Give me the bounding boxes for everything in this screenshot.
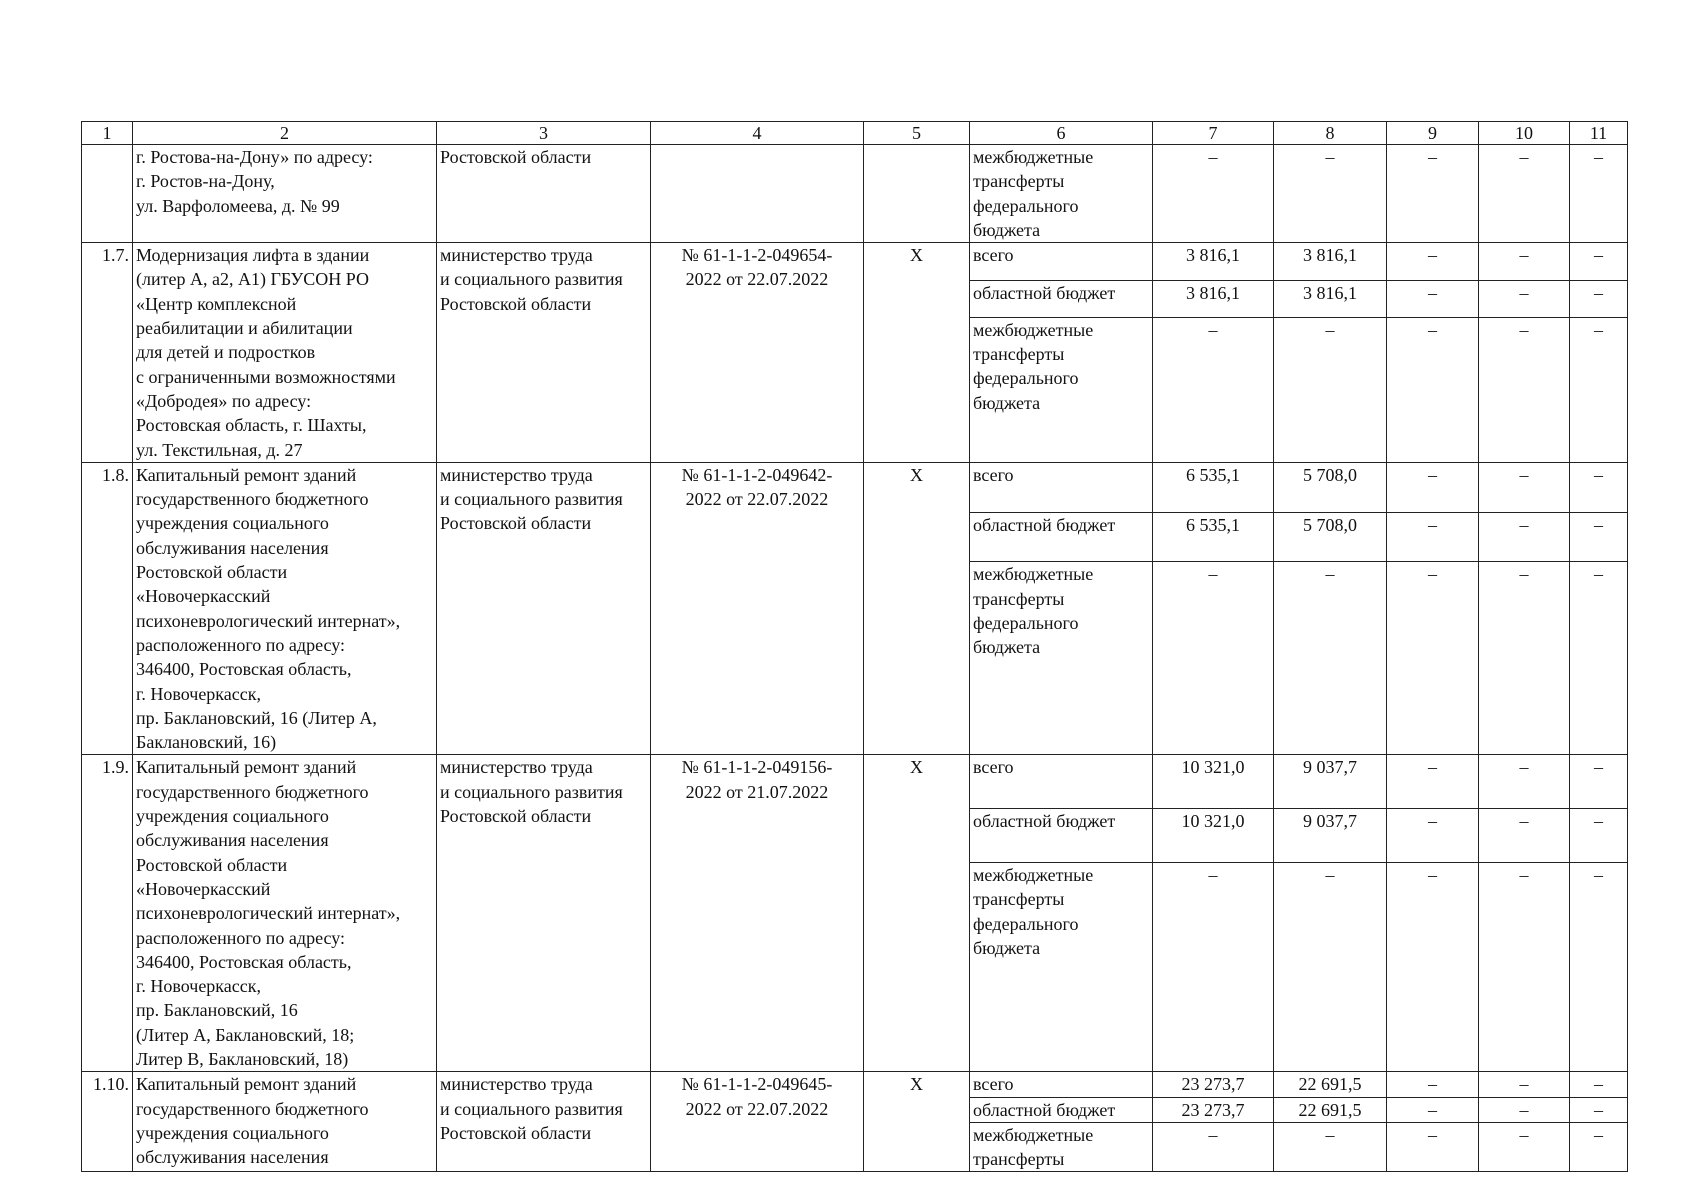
expertise-conclusion-cell: № 61-1-1-2-049156- 2022 от 21.07.2022 [651, 755, 864, 1072]
value-cell-8: 3 816,1 [1274, 280, 1387, 317]
value-cell-11: – [1570, 1072, 1628, 1097]
value-cell-7: – [1153, 1122, 1274, 1172]
value-cell-8: – [1274, 145, 1387, 243]
value-cell-9: – [1387, 863, 1479, 1072]
value-cell-10: – [1479, 809, 1570, 863]
value-cell-8: 9 037,7 [1274, 809, 1387, 863]
value-cell-11: – [1570, 280, 1628, 317]
table-row [82, 462, 1628, 512]
object-name-cell: Капитальный ремонт зданий государственного бюджетного учреждения социального обслуживания населения Ростовской области «Новочеркасский психоневрологический интернат», расположенного по адресу: 346400, Ростовская область, г. Новочеркасск, пр. Баклановский, 16 (Литер А, Баклановский, 18; Литер В, Баклановский, 18) [133, 755, 437, 1072]
object-name-cell: г. Ростова-на-Дону» по адресу: г. Ростов-на-Дону, ул. Варфоломеева, д. № 99 [133, 145, 437, 243]
row-number-cell: 1.8. [82, 462, 133, 755]
header-cell-11: 11 [1570, 122, 1628, 145]
value-cell-10: – [1479, 863, 1570, 1072]
funding-source-cell: областной бюджет [970, 280, 1153, 317]
value-cell-10: – [1479, 462, 1570, 512]
funding-source-cell: межбюджетные трансферты федерального бюджета [970, 863, 1153, 1072]
row-number-cell: 1.7. [82, 243, 133, 463]
value-cell-9: – [1387, 562, 1479, 755]
table-row [82, 755, 1628, 809]
value-cell-8: – [1274, 863, 1387, 1072]
value-cell-8: 5 708,0 [1274, 462, 1387, 512]
funding-source-cell: всего [970, 1072, 1153, 1097]
expertise-conclusion-cell: № 61-1-1-2-049654- 2022 от 22.07.2022 [651, 243, 864, 463]
value-cell-9: – [1387, 462, 1479, 512]
value-cell-10: – [1479, 755, 1570, 809]
expertise-conclusion-cell [651, 145, 864, 243]
value-cell-11: – [1570, 1122, 1628, 1172]
value-cell-10: – [1479, 317, 1570, 462]
table-row [82, 145, 1628, 243]
value-cell-9: – [1387, 1097, 1479, 1122]
mark-cell: Х [864, 243, 970, 463]
row-number-cell [82, 145, 133, 243]
expertise-conclusion-cell: № 61-1-1-2-049642- 2022 от 22.07.2022 [651, 462, 864, 755]
mark-cell: Х [864, 1072, 970, 1172]
value-cell-7: 6 535,1 [1153, 462, 1274, 512]
header-cell-5: 5 [864, 122, 970, 145]
value-cell-9: – [1387, 243, 1479, 280]
value-cell-10: – [1479, 243, 1570, 280]
funding-source-cell: межбюджетные трансферты [970, 1122, 1153, 1172]
value-cell-7: 23 273,7 [1153, 1072, 1274, 1097]
value-cell-8: – [1274, 562, 1387, 755]
header-cell-1: 1 [82, 122, 133, 145]
value-cell-8: – [1274, 1122, 1387, 1172]
value-cell-7: 3 816,1 [1153, 243, 1274, 280]
header-cell-4: 4 [651, 122, 864, 145]
value-cell-11: – [1570, 755, 1628, 809]
value-cell-9: – [1387, 280, 1479, 317]
header-cell-7: 7 [1153, 122, 1274, 145]
value-cell-7: 23 273,7 [1153, 1097, 1274, 1122]
value-cell-8: – [1274, 317, 1387, 462]
value-cell-9: – [1387, 145, 1479, 243]
executor-cell: министерство труда и социального развития Ростовской области [437, 1072, 651, 1172]
object-name-cell: Капитальный ремонт зданий государственного бюджетного учреждения социального обслуживания населения Ростовской области «Новочеркасский психоневрологический интернат», расположенного по адресу: 346400, Ростовская область, г. Новочеркасск, пр. Баклановский, 16 (Литер А, Баклановский, 16) [133, 462, 437, 755]
value-cell-7: – [1153, 317, 1274, 462]
executor-cell: министерство труда и социального развития Ростовской области [437, 462, 651, 755]
value-cell-11: – [1570, 512, 1628, 562]
funding-source-cell: всего [970, 462, 1153, 512]
value-cell-10: – [1479, 1072, 1570, 1097]
funding-source-cell: областной бюджет [970, 1097, 1153, 1122]
value-cell-11: – [1570, 809, 1628, 863]
header-cell-3: 3 [437, 122, 651, 145]
value-cell-7: – [1153, 145, 1274, 243]
value-cell-11: – [1570, 145, 1628, 243]
object-name-cell: Капитальный ремонт зданий государственного бюджетного учреждения социального обслуживания населения [133, 1072, 437, 1172]
value-cell-8: 9 037,7 [1274, 755, 1387, 809]
value-cell-11: – [1570, 317, 1628, 462]
value-cell-10: – [1479, 1097, 1570, 1122]
funding-source-cell: межбюджетные трансферты федерального бюджета [970, 562, 1153, 755]
funding-source-cell: всего [970, 243, 1153, 280]
funding-source-cell: всего [970, 755, 1153, 809]
value-cell-8: 22 691,5 [1274, 1097, 1387, 1122]
header-cell-10: 10 [1479, 122, 1570, 145]
executor-cell: министерство труда и социального развития Ростовской области [437, 755, 651, 1072]
funding-source-cell: межбюджетные трансферты федерального бюджета [970, 145, 1153, 243]
value-cell-9: – [1387, 1122, 1479, 1172]
funding-source-cell: областной бюджет [970, 809, 1153, 863]
value-cell-7: – [1153, 562, 1274, 755]
mark-cell: Х [864, 462, 970, 755]
value-cell-7: 6 535,1 [1153, 512, 1274, 562]
header-cell-9: 9 [1387, 122, 1479, 145]
value-cell-10: – [1479, 1122, 1570, 1172]
value-cell-7: – [1153, 863, 1274, 1072]
header-cell-6: 6 [970, 122, 1153, 145]
value-cell-11: – [1570, 562, 1628, 755]
value-cell-7: 10 321,0 [1153, 755, 1274, 809]
value-cell-7: 10 321,0 [1153, 809, 1274, 863]
value-cell-9: – [1387, 755, 1479, 809]
value-cell-8: 22 691,5 [1274, 1072, 1387, 1097]
value-cell-10: – [1479, 145, 1570, 243]
row-number-cell: 1.9. [82, 755, 133, 1072]
value-cell-11: – [1570, 863, 1628, 1072]
mark-cell: Х [864, 755, 970, 1072]
executor-cell: Ростовской области [437, 145, 651, 243]
value-cell-11: – [1570, 462, 1628, 512]
value-cell-8: 5 708,0 [1274, 512, 1387, 562]
executor-cell: министерство труда и социального развития Ростовской области [437, 243, 651, 463]
program-table [81, 121, 1628, 1172]
funding-source-cell: областной бюджет [970, 512, 1153, 562]
value-cell-9: – [1387, 512, 1479, 562]
table-row [82, 1072, 1628, 1097]
header-cell-2: 2 [133, 122, 437, 145]
value-cell-9: – [1387, 1072, 1479, 1097]
value-cell-9: – [1387, 317, 1479, 462]
value-cell-8: 3 816,1 [1274, 243, 1387, 280]
value-cell-10: – [1479, 280, 1570, 317]
expertise-conclusion-cell: № 61-1-1-2-049645- 2022 от 22.07.2022 [651, 1072, 864, 1172]
object-name-cell: Модернизация лифта в здании (литер А, а2, А1) ГБУСОН РО «Центр комплексной реабилитации и абилитации для детей и подростков с ограниченными возможностями «Добродея» по адресу: Ростовская область, г. Шахты, ул. Текстильная, д. 27 [133, 243, 437, 463]
header-cell-8: 8 [1274, 122, 1387, 145]
table-row [82, 243, 1628, 280]
row-number-cell: 1.10. [82, 1072, 133, 1172]
funding-source-cell: межбюджетные трансферты федерального бюджета [970, 317, 1153, 462]
value-cell-11: – [1570, 243, 1628, 280]
mark-cell [864, 145, 970, 243]
value-cell-9: – [1387, 809, 1479, 863]
value-cell-7: 3 816,1 [1153, 280, 1274, 317]
value-cell-10: – [1479, 562, 1570, 755]
value-cell-11: – [1570, 1097, 1628, 1122]
value-cell-10: – [1479, 512, 1570, 562]
header-row [82, 122, 1628, 145]
